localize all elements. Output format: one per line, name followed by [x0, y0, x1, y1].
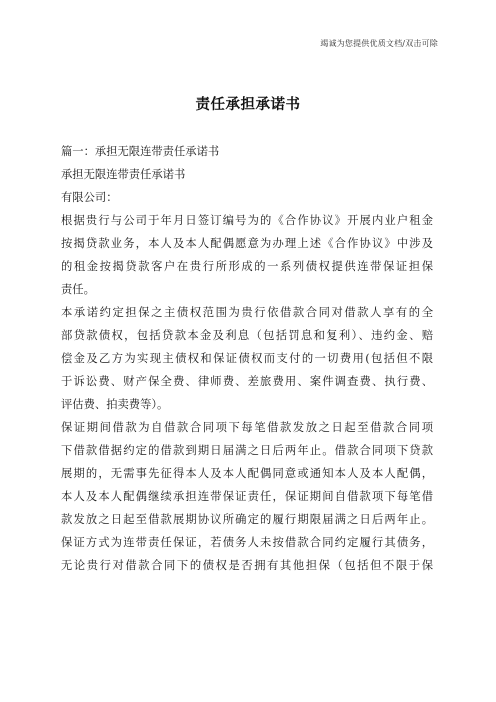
- paragraph-line: 评估费、拍卖费等）。: [61, 398, 169, 411]
- document-title: 责任承担承诺书: [195, 97, 301, 113]
- paragraph-line: 无论贵行对借款合同下的债权是否拥有其他担保（包括但不限于保: [61, 559, 433, 572]
- addressee: 有限公司：: [61, 191, 118, 204]
- subheading: 承担无限连带责任承诺书: [61, 168, 186, 181]
- section-heading: 篇一：承担无限连带责任承诺书: [61, 145, 220, 158]
- paragraph-line: 下借款借据约定的借款到期日届满之日后两年止。借款合同项下贷款: [61, 444, 433, 457]
- paragraph-line: 根据贵行与公司于年月日签订编号为的《合作协议》开展内业户租金: [61, 214, 433, 227]
- paragraph-line: 本人及本人配偶继续承担连带保证责任，保证期间自借款项下每笔借: [61, 490, 433, 503]
- document-body: [61, 140, 433, 577]
- paragraph-line: 的租金按揭贷款客户在贵行所形成的一系列债权提供连带保证担保: [61, 260, 433, 273]
- header-note: 竭诚为您提供优质文档/双击可除: [320, 39, 438, 48]
- paragraph-line: 部贷款债权，包括贷款本金及利息（包括罚息和复利）、违约金、赔: [61, 329, 433, 342]
- paragraph-line: 按揭贷款业务，本人及本人配偶愿意为办理上述《合作协议》中涉及: [61, 237, 433, 250]
- paragraph-line: 保证方式为连带责任保证，若债务人未按借款合同约定履行其债务，: [61, 536, 433, 549]
- paragraph-line: 责任。: [61, 283, 95, 296]
- paragraph-line: 展期的，无需事先征得本人及本人配偶同意或通知本人及本人配偶，: [61, 467, 433, 480]
- paragraph-line: 本承诺约定担保之主债权范围为贵行依借款合同对借款人享有的全: [61, 306, 433, 319]
- paragraph-line: 款发放之日起至借款展期协议所确定的履行期限届满之日后两年止。: [61, 513, 433, 526]
- paragraph-line: 于诉讼费、财产保全费、律师费、差旅费用、案件调查费、执行费、: [61, 375, 433, 388]
- paragraph-line: 偿金及乙方为实现主债权和保证债权而支付的一切费用(包括但不限: [61, 352, 433, 365]
- paragraph-line: 保证期间借款为自借款合同项下每笔借款发放之日起至借款合同项: [61, 421, 433, 434]
